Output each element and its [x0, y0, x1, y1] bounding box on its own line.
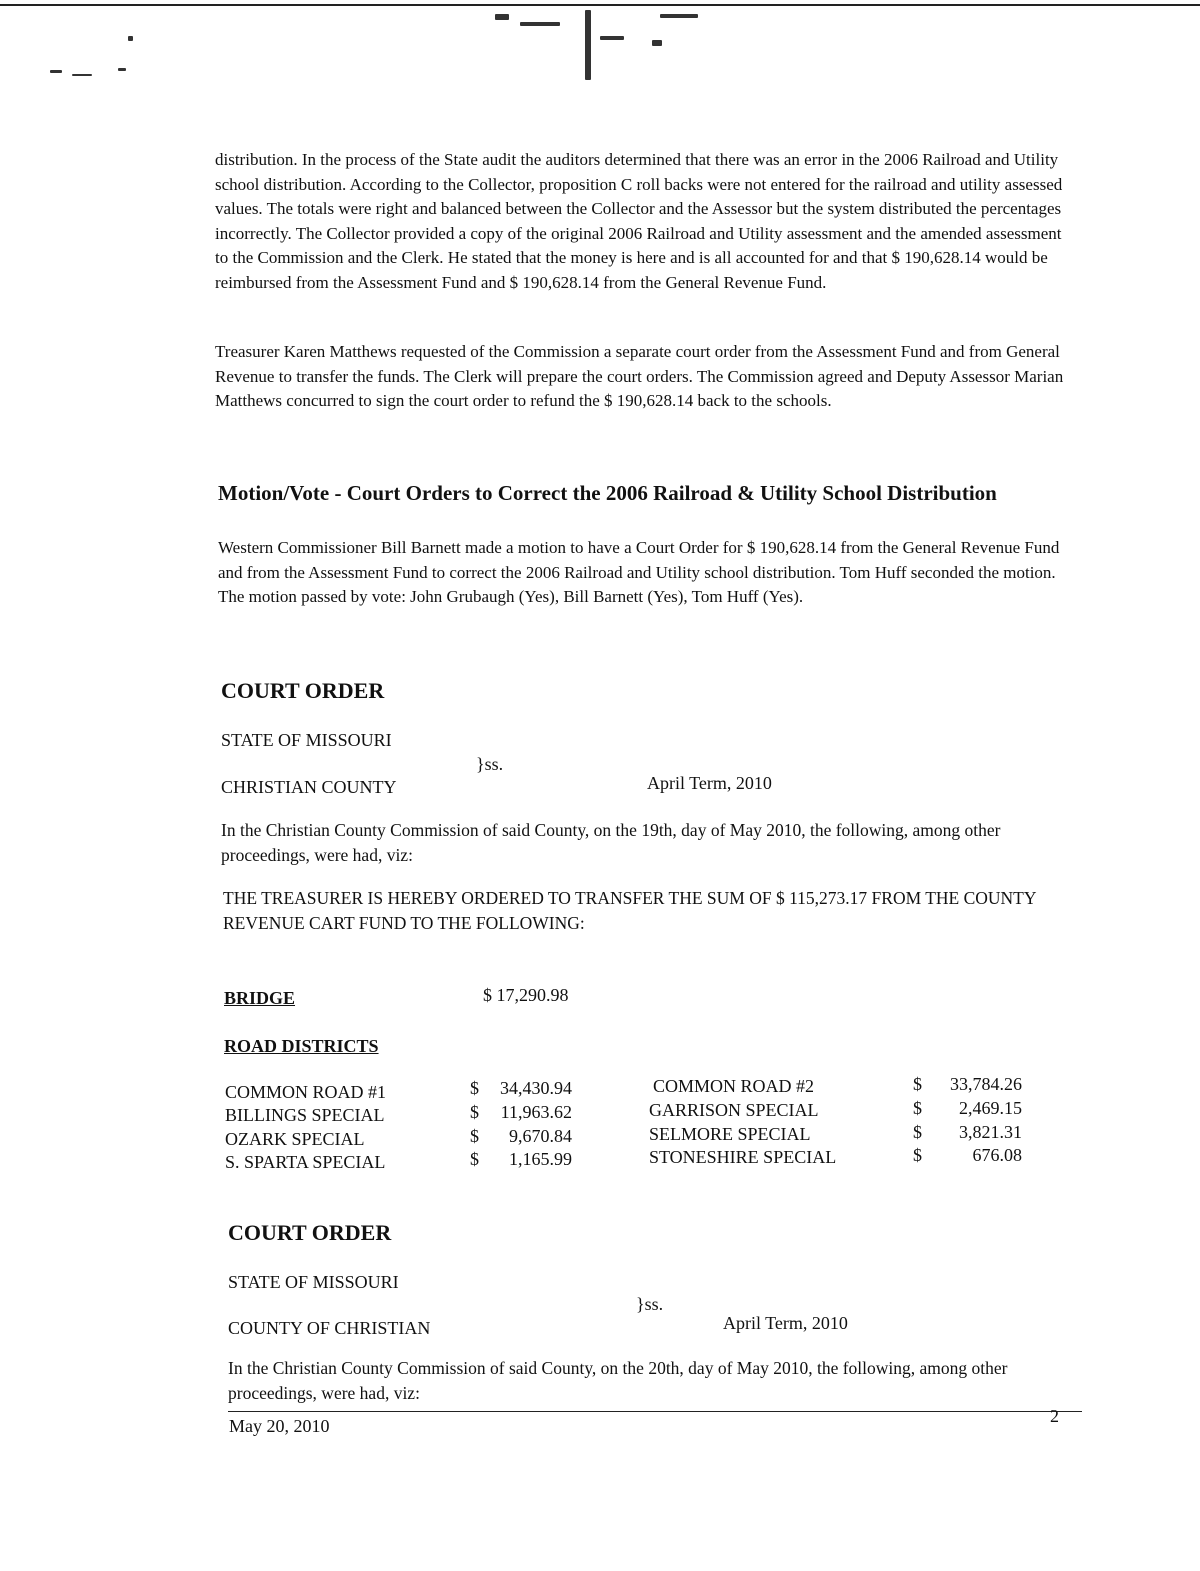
dollar-sign: $ — [470, 1078, 479, 1098]
audit-paragraph: distribution. In the process of the State audit the auditors determined that there was an error in the 2006 Railroad and Utility school distribution. According to the Collector, proposition C roll backs were not entered for the railroad and utility assessed values. The totals were right and balanced between the Collector and the Assessor but the system distributed the percentages incorrectly. The Collector provided a copy of the original 2006 Railroad and Utility assessment and the amended assessment to the Commission and the Clerk. He stated that the money is here and is all accounted for and that $ 190,628.14 would be reimbursed from the Assessment Fund and $ 190,628.14 from the General Revenue Fund. — [215, 150, 1063, 292]
court-order-1-county: CHRISTIAN COUNTY — [221, 777, 397, 797]
dollar-sign: $ — [470, 1102, 479, 1122]
court-order-2-county: COUNTY OF CHRISTIAN — [228, 1318, 431, 1338]
motion-heading: Motion/Vote - Court Orders to Correct the 2006 Railroad & Utility School Distribution — [218, 481, 997, 505]
court-order-1-ss: }ss. — [476, 754, 504, 774]
road-name: COMMON ROAD #1 — [225, 1082, 387, 1102]
road-amount: 33,784.26 — [950, 1074, 1022, 1094]
road-amount: 1,165.99 — [509, 1149, 572, 1169]
court-order-2-term: April Term, 2010 — [723, 1313, 848, 1333]
court-order-2-ss: }ss. — [636, 1294, 664, 1314]
dollar-sign: $ — [470, 1126, 479, 1146]
road-districts-label: ROAD DISTRICTS — [224, 1036, 379, 1056]
court-order-1-intro: In the Christian County Commission of said County, on the 19th, day of May 2010, the following, among other proceedings, were had, viz: — [221, 820, 1001, 865]
road-name: GARRISON SPECIAL — [649, 1100, 819, 1120]
motion-body: Western Commissioner Bill Barnett made a motion to have a Court Order for $ 190,628.14 from the General Revenue Fund and from the Assessment Fund to correct the 2006 Railroad and Utility school distribution. Tom Huff seconded the motion. The motion passed by vote: John Grubaugh (Yes), Bill Barnett (Yes), Tom Huff (Yes). — [218, 538, 1060, 606]
road-name: S. SPARTA SPECIAL — [225, 1152, 386, 1172]
court-order-1-state: STATE OF MISSOURI — [221, 730, 392, 750]
court-order-1-directive: THE TREASURER IS HEREBY ORDERED TO TRANSFER THE SUM OF $ 115,273.17 FROM THE COUNTY REVENUE CART FUND TO THE FOLLOWING: — [223, 888, 1036, 933]
dollar-sign: $ — [913, 1145, 922, 1165]
road-name: BILLINGS SPECIAL — [225, 1105, 385, 1125]
road-name: COMMON ROAD #2 — [653, 1076, 815, 1096]
treasurer-paragraph: Treasurer Karen Matthews requested of the Commission a separate court order from the Assessment Fund and from General Revenue to transfer the funds. The Clerk will prepare the court orders. The Commission agreed and Deputy Assessor Marian Matthews concurred to sign the court order to refund the $ 190,628.14 back to the schools. — [215, 342, 1064, 410]
court-order-2-title: COURT ORDER — [228, 1220, 392, 1245]
dollar-sign: $ — [913, 1098, 922, 1118]
court-order-2-state: STATE OF MISSOURI — [228, 1272, 399, 1292]
road-amount: 676.08 — [972, 1145, 1022, 1165]
dollar-sign: $ — [470, 1149, 479, 1169]
dollar-sign: $ — [913, 1122, 922, 1142]
road-name: STONESHIRE SPECIAL — [649, 1147, 837, 1167]
road-amount: 3,821.31 — [959, 1122, 1022, 1142]
road-amount: 11,963.62 — [500, 1102, 572, 1122]
road-amount: 9,670.84 — [509, 1126, 572, 1146]
bridge-label: BRIDGE — [224, 988, 296, 1008]
road-amount: 2,469.15 — [959, 1098, 1022, 1118]
court-order-2-intro: In the Christian County Commission of said County, on the 20th, day of May 2010, the following, among other proceedings, were had, viz: — [228, 1358, 1008, 1403]
footer-date: May 20, 2010 — [229, 1416, 330, 1436]
road-name: SELMORE SPECIAL — [649, 1124, 811, 1144]
bridge-amount: $ 17,290.98 — [483, 985, 569, 1005]
court-order-1-title: COURT ORDER — [221, 678, 385, 703]
dollar-sign: $ — [913, 1074, 922, 1094]
footer-rule — [228, 1411, 1082, 1412]
court-order-1-term: April Term, 2010 — [647, 773, 772, 793]
page-number: 2 — [1050, 1406, 1059, 1426]
road-name: OZARK SPECIAL — [225, 1129, 365, 1149]
road-amount: 34,430.94 — [500, 1078, 572, 1098]
